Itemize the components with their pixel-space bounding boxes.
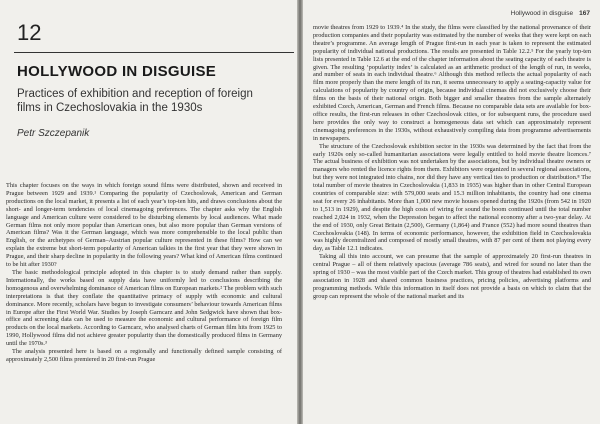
- chapter-title: HOLLYWOOD IN DISGUISE: [17, 63, 217, 80]
- chapter-number: 12: [17, 20, 42, 45]
- chapter-rule: [14, 52, 294, 53]
- chapter-author: Petr Szczepanik: [17, 128, 90, 139]
- chapter-subtitle: Practices of exhibition and reception of foreign films in Czechoslovakia in the 1930s: [17, 88, 253, 114]
- paragraph: The basic methodological principle adopted in this chapter is to study demand rather than supply. Internationally, the works based on supply data have uniformly led to conclusions describing the homogenous and overwhelming dominance of American films on European markets.² The problem with such interpretations is that they conflate the quantitative primacy of supply with economic and cultural dominance. More recently, scholars have begun to investigate consumers’ behaviour towards American films in Europe after the First World War. Studies by Joseph Garncarz and John Sedgwick have shown that box-office and screening data can be used to measure the economic and cultural performance of foreign film products on the local markets. According to Garncarz, who analysed charts of German film hits from 1925 to 1990, Hollywood films did not achieve greater popularity than the domestically produced films in Germany until the 1970s.³: [6, 268, 282, 348]
- paragraph: The analysis presented here is based on a regionally and functionally defined sample consisting of approximately 2,500 films premiered in 20 first-run Prague: [6, 348, 282, 363]
- paragraph: Taking all this into account, we can presume that the sample of approximately 20 first-run theatres in central Prague – all of them relatively spacious (average 786 seats), and wired for sound no later than the spring of 1930 – was the most visible part of the Czech market. This group of theatres had established its own association in 1928 and shared common business practices, pricing policies, advertising platforms and programming methods. While this information in itself does not provide a basis on which to claim that the group can represent the whole of the national market and its: [313, 253, 591, 300]
- running-head-title: Hollywood in disguise: [510, 10, 574, 17]
- running-head: [511, 10, 590, 17]
- left-page: [0, 0, 297, 424]
- right-body-text: [313, 24, 591, 301]
- left-body-text: [6, 182, 282, 364]
- right-page: [303, 0, 600, 424]
- paragraph: movie theatres from 1929 to 1939.⁴ In the study, the films were classified by the national provenance of their production companies and their popularity was estimated by the number of weeks that they were kept on each theatre’s programme. An average length of Prague first-run in each year is taken to represent the estimated popularity of individual national productions. The results are presented in Table 12.2.⁵ For the yearly top-ten lists presented in Table 12.6 at the end of the chapter information about the seating capacity of each theatre is given. The resulting ‘popularity index’ is calculated as an arithmetic product of the length of run, in weeks, and number of seats in each individual theatre.⁶ Although this method reflects the actual popularity of each film more properly than the mere length of its run, it seems unnecessary to apply a seating-capacity value for calculations of popularity by country of origin, because individual cinemas did not exclusively choose their films on the basis of their national origin. Both bigger and smaller theatres from the sample alternately exhibited Czech, American, German and French films. Because no comparable data sets are available for box-office results, the first-run releases in other Czechoslovak cities, or for subsequent runs, the procedure used here provides the only way to construct a homogeneous data set which can approximately represent cinemagoing preferences in the 1930s, without exhaustively compiling data from programme advertisements in newspapers.: [313, 24, 591, 142]
- paragraph: The structure of the Czechoslovak exhibition sector in the 1930s was determined by the fact that from the early 1920s only so-called humanitarian associations were legally entitled to hold movie theatre licences.⁷ The actual business of exhibition was not undertaken by the associations, but by individual theatre owners or managers who rented the licence rights from them. Exhibitors were organized in several regional associations, but they were not integrated into chains, nor did they have any vertical ties to production or distribution.⁸ The total number of movie theatres in Czechoslovakia (1,833 in 1935) was higher than in other Central European countries of comparable size: with 579,000 seats and 15.3 million inhabitants, the country had one cinema seat for every 26 inhabitants. More than 1,000 new movie houses opened during the 1920s (from 542 in 1920 to 1,513 in 1929), and despite the high costs of wiring for sound the boom continued until the total number reached 2,024 in 1932, when the Depression began to affect the national economy after a two-year delay. At the end of 1930, only Great Britain (2,500), Germany (1,864) and France (552) had more sound theatres than Czechoslovakia (148). In terms of economic performance, however, the exhibition field in Czechoslovakia was highly decentralized and composed of mostly small theatres, with 87 per cent of them not playing every day, as Table 12.1 indicates.: [313, 142, 591, 253]
- paragraph: This chapter focuses on the ways in which foreign sound films were distributed, shown and received in Prague between 1929 and 1939.¹ Comparing the popularity of Czechoslovak, American and German productions on the local market, it presents a list of each year’s top-ten hits, and draws conclusions about the short- and longer-term tendencies of local cinemagoing preferences. The chapter asks why the English language and American culture were considered to be disturbing elements by local audiences. What made German films not only more popular than American ones, but also more popular than German versions of American films? Was it the German language, which was more comprehensible to the local public than English, or the archetypes of German–Austrian popular culture represented in these films? How can we explain the extreme but short-term popularity of American talkies in the first year that they were shown in Prague, and their sharp decline in popularity in the following years? What kind of American films continued to be hit after 1930?: [6, 182, 282, 269]
- page-number: 167: [579, 10, 590, 17]
